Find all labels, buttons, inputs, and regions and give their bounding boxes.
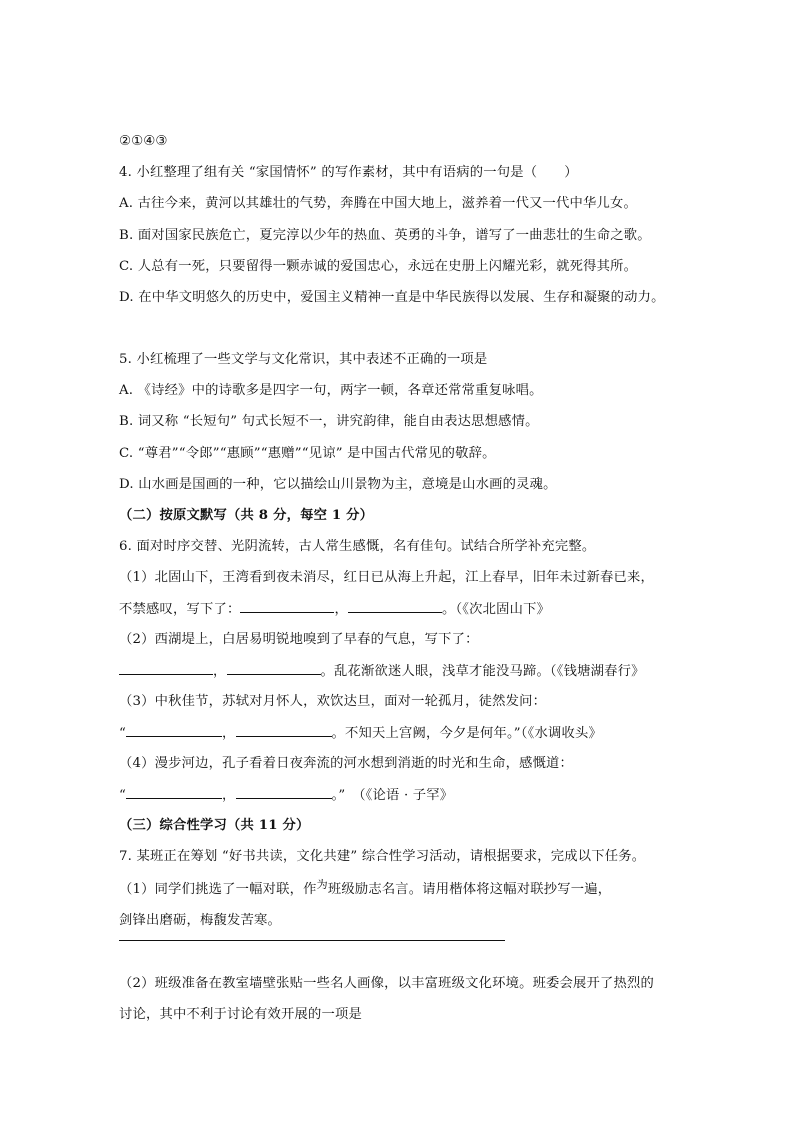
question-4-option-d: D. 在中华文明悠久的历史中，爱国主义精神一直是中华民族得以发展、生存和凝聚的动力。 — [119, 290, 665, 305]
question-7-2-prompt-continued: 讨论，其中不利于讨论有效开展的一项是 — [119, 1007, 362, 1022]
question-6-2-answer-line: ， 。乱花渐欲迷人眼，浅草才能没马蹄。（《钱塘湖春行》 — [119, 661, 645, 682]
question-7-stem: 7. 某班正在筹划 “好书共读，文化共建” 综合性学习活动，请根据要求，完成以下任务。 — [119, 849, 646, 864]
answer-order: ②①④③ — [119, 134, 168, 149]
question-6-stem: 6. 面对时序交替、光阴流转，古人常生感慨，名有佳句。试结合所学补充完整。 — [119, 539, 596, 554]
couplet-text: 剑锋出磨砺，梅馥发苦寒。 — [119, 913, 281, 928]
question-6-2-prompt: （2）西湖堤上，白居易明锐地嗅到了早春的气息，写下了： — [119, 632, 479, 647]
question-7-1-prompt: （1）同学们挑选了一幅对联，作$^为$班级励志名言。请用楷体将这幅对联抄写一遍， — [119, 878, 612, 897]
question-5-option-c: C. “尊君”“令郎”“惠顾”“惠赠”“见谅” 是中国古代常见的敬辞。 — [119, 446, 496, 461]
question-6-1-prompt: （1）北固山下，王湾看到夜未消尽，红日已从海上升起，江上春早，旧年未过新春已来， — [119, 570, 655, 585]
question-4-stem: 4. 小红整理了组有关 “家国情怀” 的写作素材，其中有语病的一句是（ ） — [119, 165, 578, 180]
question-4-option-b: B. 面对国家民族危亡，夏完淳以少年的热血、英勇的斗争，谱写了一曲悲壮的生命之歌。 — [119, 228, 651, 243]
question-7-2-prompt: （2）班级准备在教室墙壁张贴一些名人画像，以丰富班级文化环境。班委会展开了热烈的 — [119, 976, 655, 991]
question-6-4-prompt: （4）漫步河边，孔子看着日夜奔流的河水想到消逝的时光和生命，感慨道： — [119, 756, 574, 771]
question-5-option-d: D. 山水画是国画的一种，它以描绘山川景物为主，意境是山水画的灵魂。 — [119, 477, 557, 492]
blank-6-3-b[interactable] — [236, 723, 332, 737]
blank-6-4-a[interactable] — [126, 785, 222, 799]
section-3-heading: （三）综合性学习（共 11 分） — [119, 818, 310, 833]
question-6-1-answer-line: 不禁感叹，写下了： ， 。（《次北固山下》 — [119, 599, 550, 620]
blank-6-4-b[interactable] — [236, 785, 332, 799]
copy-writing-line[interactable] — [119, 940, 505, 941]
question-6-3-prompt: （3）中秋佳节，苏轼对月怀人，欢饮达旦，面对一轮孤月，徒然发问： — [119, 694, 547, 709]
question-6-4-answer-line: “ ， 。” （《论语 · 子罕》 — [119, 785, 453, 806]
blank-6-2-a[interactable] — [119, 661, 213, 675]
blank-6-1-b[interactable] — [348, 599, 442, 613]
question-6-3-answer-line: “ ， 。不知天上宫阙，今夕是何年。”（《水调收头》 — [119, 723, 602, 744]
question-5-option-a: A. 《诗经》中的诗歌多是四字一句，两字一顿，各章还常常重复咏唱。 — [119, 383, 543, 398]
question-5-stem: 5. 小红梳理了一些文学与文化常识，其中表述不正确的一项是 — [119, 352, 488, 367]
blank-6-3-a[interactable] — [126, 723, 222, 737]
question-4-option-c: C. 人总有一死，只要留得一颗赤诚的爱国忠心，永远在史册上闪耀光彩，就死得其所。 — [119, 259, 638, 274]
question-4-option-a: A. 古往今来，黄河以其雄壮的气势，奔腾在中国大地上，滋养着一代又一代中华儿女。 — [119, 196, 638, 211]
blank-6-1-a[interactable] — [240, 599, 334, 613]
section-2-heading: （二）按原文默写（共 8 分，每空 1 分） — [119, 508, 374, 523]
question-5-option-b: B. 词又称 “长短句” 句式长短不一，讲究韵律，能自由表达思想感情。 — [119, 414, 539, 429]
blank-6-2-b[interactable] — [227, 661, 321, 675]
